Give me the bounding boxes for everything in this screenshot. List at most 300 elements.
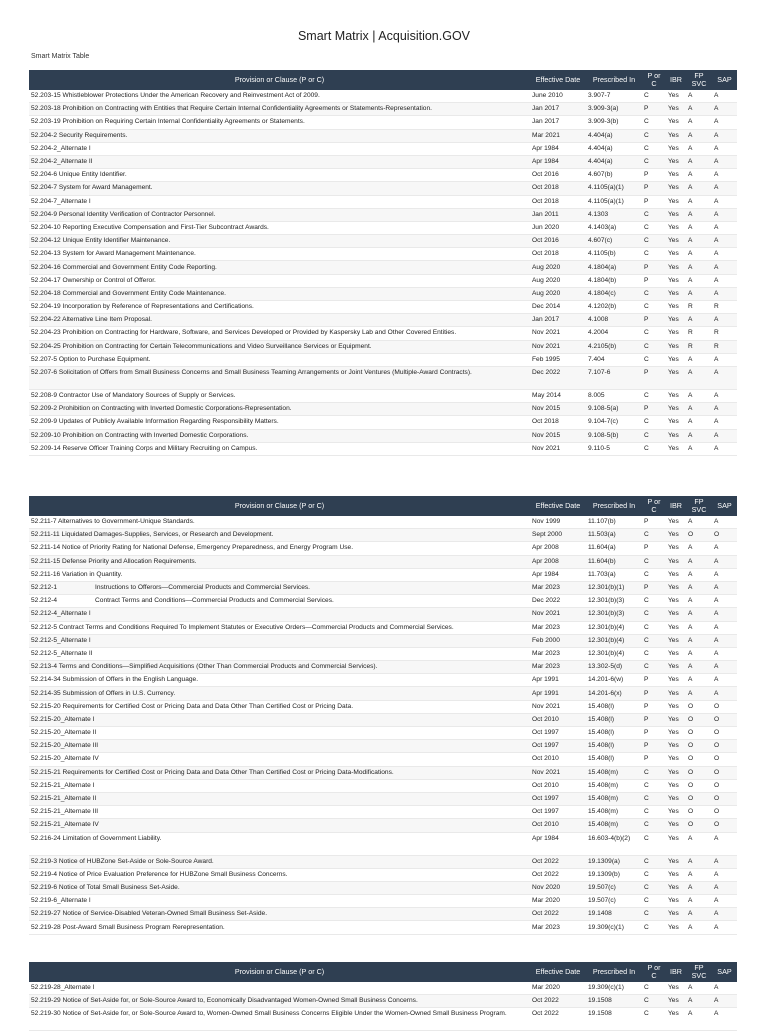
table-row [29, 129, 737, 142]
provision-link[interactable]: 52.204-2_Alternate II [31, 158, 93, 166]
provision-link[interactable]: 52.212-4_Alternate I [31, 610, 91, 618]
cell-prescribed-in: 9.110-5 [586, 442, 642, 455]
provision-link[interactable]: 52.204-18 Commercial and Government Entity Code Maintenance. [31, 289, 226, 297]
cell-effective-date: Nov 2015 [530, 403, 586, 416]
provision-link[interactable]: 52.212-5 Contract Terms and Conditions Required To Implement Statutes or Executive Orders—Commercial Products and Commercial Services. [31, 623, 454, 631]
provision-link[interactable]: 52.211-15 Defense Priority and Allocation Requirements. [31, 557, 197, 565]
provision-link[interactable]: 52.204-25 Prohibition on Contracting for Certain Telecommunications and Video Surveillance Services or Equipment. [31, 342, 372, 350]
cell-sap: A [712, 995, 737, 1008]
cell-ibr: Yes [666, 529, 686, 542]
table-row [29, 700, 737, 713]
cell-ibr: Yes [666, 568, 686, 581]
table-row [29, 727, 737, 740]
table-row [29, 442, 737, 455]
cell-sap: A [712, 608, 737, 621]
cell-provision[interactable] [29, 1008, 530, 1031]
cell-effective-date: Apr 2008 [530, 555, 586, 568]
header-effective-date[interactable]: Effective Date [530, 496, 586, 516]
provision-link[interactable]: 52.209-9 Updates of Publicly Available Information Regarding Responsibility Matters. [31, 418, 279, 426]
provision-link[interactable]: 52.215-21 Requirements for Certified Cost or Pricing Data and Data Other Than Certified Cost or Pricing Data-Modifications. [31, 768, 394, 776]
cell-provision[interactable] [29, 221, 530, 234]
cell-provision[interactable] [29, 155, 530, 168]
table-row [29, 403, 737, 416]
provision-link[interactable]: 52.215-20 Requirements for Certified Cost or Pricing Data and Data Other Than Certified Cost or Pricing Data. [31, 702, 354, 710]
provision-link[interactable]: 52.204-10 Reporting Executive Compensation and First-Tier Subcontract Awards. [31, 223, 269, 231]
table-row [29, 182, 737, 195]
cell-prescribed-in: 19.507(c) [586, 881, 642, 894]
cell-fp-svc: A [686, 155, 712, 168]
table-row [29, 895, 737, 908]
provision-link[interactable]: 52.204-19 Incorporation by Reference of Representations and Certifications. [31, 303, 254, 311]
cell-provision[interactable] [29, 403, 530, 416]
cell-p-or-c: C [642, 895, 666, 908]
cell-sap: R [712, 327, 737, 340]
cell-prescribed-in: 15.408(m) [586, 819, 642, 832]
provision-link[interactable]: 52.211-16 Variation in Quantity. [31, 570, 123, 578]
cell-sap: O [712, 753, 737, 766]
header-provision[interactable]: Provision or Clause (P or C) [29, 70, 530, 90]
cell-ibr: Yes [666, 555, 686, 568]
cell-ibr: Yes [666, 661, 686, 674]
cell-ibr: Yes [666, 129, 686, 142]
cell-provision[interactable] [29, 529, 530, 542]
cell-fp-svc: O [686, 727, 712, 740]
provision-link[interactable]: 52.204-2_Alternate I [31, 144, 91, 152]
cell-fp-svc: A [686, 208, 712, 221]
cell-sap: A [712, 366, 737, 389]
cell-effective-date: Oct 1997 [530, 792, 586, 805]
cell-ibr: Yes [666, 608, 686, 621]
cell-sap: A [712, 634, 737, 647]
provision-link[interactable]: 52.219-27 Notice of Service-Disabled Veteran-Owned Small Business Set-Aside. [31, 910, 268, 918]
provision-link[interactable]: 52.209-14 Reserve Officer Training Corps and Military Recruiting on Campus. [31, 444, 258, 452]
provision-link[interactable]: 52.209-10 Prohibition on Contracting with Inverted Domestic Corporations. [31, 431, 249, 439]
cell-provision[interactable] [29, 766, 530, 779]
cell-effective-date: Nov 2020 [530, 881, 586, 894]
header-ibr[interactable]: IBR [666, 70, 686, 90]
header-fp-svc[interactable]: FP SVC [686, 70, 712, 90]
table-row [29, 389, 737, 402]
cell-prescribed-in: 15.408(m) [586, 806, 642, 819]
cell-provision[interactable] [29, 868, 530, 881]
cell-prescribed-in: 15.408(l) [586, 740, 642, 753]
table-header-row [29, 496, 737, 516]
provision-link[interactable]: 52.219-28 Post-Award Small Business Program Rerepresentation. [31, 923, 225, 931]
cell-provision[interactable] [29, 442, 530, 455]
cell-provision[interactable] [29, 195, 530, 208]
cell-sap: R [712, 340, 737, 353]
cell-prescribed-in: 19.1309(a) [586, 855, 642, 868]
cell-p-or-c: C [642, 921, 666, 934]
provision-link[interactable]: 52.219-30 Notice of Set-Aside for, or Sole-Source Award to, Women-Owned Small Business Concerns Eligible Under the Women-Owned Small Business Program. [31, 1010, 507, 1018]
cell-provision[interactable] [29, 274, 530, 287]
table-row [29, 366, 737, 389]
table-row [29, 647, 737, 660]
provision-link[interactable]: 52.213-4 Terms and Conditions—Simplified Acquisitions (Other Than Commercial Products and Commercial Services). [31, 663, 378, 671]
cell-fp-svc: O [686, 713, 712, 726]
header-ibr[interactable]: IBR [666, 496, 686, 516]
cell-provision[interactable] [29, 982, 530, 995]
cell-sap: A [712, 403, 737, 416]
table-row [29, 542, 737, 555]
provision-link[interactable]: 52.215-21_Alternate III [31, 808, 99, 816]
cell-provision[interactable] [29, 779, 530, 792]
provision-link[interactable]: 52.219-4 Notice of Price Evaluation Preference for HUBZone Small Business Concerns. [31, 870, 288, 878]
cell-effective-date: Mar 2023 [530, 581, 586, 594]
cell-sap: A [712, 595, 737, 608]
cell-effective-date: Oct 2022 [530, 855, 586, 868]
header-prescribed-in[interactable]: Prescribed In [586, 70, 642, 90]
cell-provision[interactable] [29, 855, 530, 868]
cell-p-or-c: P [642, 169, 666, 182]
cell-sap: A [712, 416, 737, 429]
table-row [29, 806, 737, 819]
provision-link[interactable]: 52.209-2 Prohibition on Contracting with Inverted Domestic Corporations-Representation. [31, 405, 292, 413]
cell-provision[interactable] [29, 90, 530, 103]
cell-fp-svc: A [686, 314, 712, 327]
header-prescribed-in[interactable]: Prescribed In [586, 496, 642, 516]
cell-effective-date: Oct 2018 [530, 416, 586, 429]
header-sap[interactable]: SAP [712, 962, 737, 982]
cell-prescribed-in: 4.404(a) [586, 129, 642, 142]
table-row [29, 982, 737, 995]
cell-provision[interactable] [29, 340, 530, 353]
table-row [29, 208, 737, 221]
cell-sap: A [712, 516, 737, 529]
header-p-or-c[interactable]: P or C [642, 70, 666, 90]
provision-link[interactable]: 52.204-17 Ownership or Control of Offeror. [31, 276, 156, 284]
cell-p-or-c: C [642, 389, 666, 402]
provision-link[interactable]: 52.212-4 [31, 597, 58, 605]
cell-effective-date: Jan 2017 [530, 103, 586, 116]
cell-ibr: Yes [666, 353, 686, 366]
cell-ibr: Yes [666, 634, 686, 647]
cell-fp-svc: A [686, 366, 712, 389]
provision-link[interactable]: 52.204-6 Unique Entity Identifier. [31, 171, 127, 179]
provision-link[interactable]: 52.211-11 Liquidated Damages-Supplies, Services, or Research and Development. [31, 531, 274, 539]
smart-matrix-table-3 [29, 962, 737, 1031]
cell-provision[interactable] [29, 103, 530, 116]
cell-provision[interactable] [29, 819, 530, 832]
cell-fp-svc: A [686, 555, 712, 568]
cell-fp-svc: O [686, 740, 712, 753]
header-effective-date[interactable]: Effective Date [530, 962, 586, 982]
cell-ibr: Yes [666, 621, 686, 634]
cell-provision[interactable] [29, 608, 530, 621]
cell-provision[interactable] [29, 908, 530, 921]
provision-link[interactable]: 52.219-3 Notice of HUBZone Set-Aside or Sole-Source Award. [31, 857, 214, 865]
cell-prescribed-in: 15.408(m) [586, 792, 642, 805]
cell-provision[interactable] [29, 661, 530, 674]
table-row [29, 855, 737, 868]
cell-p-or-c: C [642, 634, 666, 647]
cell-prescribed-in: 11.107(b) [586, 516, 642, 529]
table-row [29, 235, 737, 248]
cell-effective-date: Nov 1999 [530, 516, 586, 529]
cell-p-or-c: C [642, 353, 666, 366]
cell-provision[interactable] [29, 792, 530, 805]
provision-link[interactable]: 52.208-9 Contractor Use of Mandatory Sources of Supply or Services. [31, 392, 236, 400]
provision-link[interactable]: 52.207-6 Solicitation of Offers from Small Business Concerns and Small Business Teaming Arrangements or Joint Ventures (Multiple-Award Contracts). [31, 368, 472, 376]
table-row [29, 248, 737, 261]
table-row [29, 314, 737, 327]
cell-provision[interactable] [29, 301, 530, 314]
cell-provision[interactable] [29, 261, 530, 274]
cell-provision[interactable] [29, 182, 530, 195]
provision-link[interactable]: 52.215-20_Alternate I [31, 715, 95, 723]
table-row [29, 740, 737, 753]
cell-provision[interactable] [29, 116, 530, 129]
cell-provision[interactable] [29, 995, 530, 1008]
cell-sap: O [712, 529, 737, 542]
cell-fp-svc: A [686, 221, 712, 234]
provision-link[interactable]: 52.212-5_Alternate I [31, 636, 91, 644]
cell-prescribed-in: 4.1105(a)(1) [586, 195, 642, 208]
cell-fp-svc: A [686, 389, 712, 402]
table-row [29, 287, 737, 300]
cell-prescribed-in: 12.301(b)(3) [586, 595, 642, 608]
provision-link[interactable]: 52.214-35 Submission of Offers in U.S. Currency. [31, 689, 176, 697]
cell-provision[interactable] [29, 248, 530, 261]
provision-link[interactable]: 52.204-2 Security Requirements. [31, 131, 128, 139]
provision-link[interactable]: 52.211-14 Notice of Priority Rating for National Defense, Emergency Preparedness, and Energy Program Use. [31, 544, 354, 552]
provision-link[interactable]: 52.214-34 Submission of Offers in the English Language. [31, 676, 199, 684]
cell-p-or-c: C [642, 792, 666, 805]
cell-provision[interactable] [29, 621, 530, 634]
cell-p-or-c: P [642, 687, 666, 700]
cell-provision[interactable] [29, 353, 530, 366]
cell-ibr: Yes [666, 403, 686, 416]
cell-sap: A [712, 195, 737, 208]
provision-link[interactable]: 52.204-12 Unique Entity Identifier Maintenance. [31, 237, 171, 245]
cell-provision[interactable] [29, 169, 530, 182]
cell-prescribed-in: 4.1804(b) [586, 274, 642, 287]
cell-prescribed-in: 3.907-7 [586, 90, 642, 103]
header-p-or-c[interactable]: P or C [642, 962, 666, 982]
provision-link[interactable]: 52.204-22 Alternative Line Item Proposal. [31, 316, 152, 324]
cell-provision[interactable] [29, 235, 530, 248]
cell-ibr: Yes [666, 832, 686, 855]
cell-sap: A [712, 261, 737, 274]
cell-ibr: Yes [666, 713, 686, 726]
provision-link[interactable]: 52.215-21_Alternate II [31, 795, 97, 803]
provision-link[interactable]: 52.212-1 [31, 584, 58, 592]
cell-p-or-c: C [642, 621, 666, 634]
cell-sap: A [712, 908, 737, 921]
provision-link[interactable]: 52.219-29 Notice of Set-Aside for, or Sole-Source Award to, Economically Disadvantaged Women-Owned Small Business Concerns. [31, 997, 418, 1005]
cell-sap: A [712, 921, 737, 934]
cell-effective-date: Feb 2000 [530, 634, 586, 647]
provision-link[interactable]: 52.219-28_Alternate I [31, 984, 95, 992]
cell-provision[interactable] [29, 674, 530, 687]
cell-provision[interactable] [29, 753, 530, 766]
header-fp-svc[interactable]: FP SVC [686, 962, 712, 982]
cell-provision[interactable] [29, 895, 530, 908]
cell-ibr: Yes [666, 340, 686, 353]
cell-p-or-c: C [642, 1008, 666, 1031]
cell-fp-svc: A [686, 832, 712, 855]
cell-sap: A [712, 1008, 737, 1031]
cell-prescribed-in: 13.302-5(d) [586, 661, 642, 674]
header-provision[interactable]: Provision or Clause (P or C) [29, 496, 530, 516]
cell-fp-svc: A [686, 868, 712, 881]
cell-provision[interactable] [29, 595, 530, 608]
cell-provision[interactable] [29, 634, 530, 647]
header-sap[interactable]: SAP [712, 496, 737, 516]
provision-link[interactable]: 52.204-16 Commercial and Government Entity Code Reporting. [31, 263, 217, 271]
header-fp-svc[interactable]: FP SVC [686, 496, 712, 516]
table-row [29, 568, 737, 581]
cell-p-or-c: C [642, 301, 666, 314]
cell-effective-date: Mar 2020 [530, 982, 586, 995]
provision-link[interactable]: 52.204-23 Prohibition on Contracting for Hardware, Software, and Services Developed or Provided by Kaspersky Lab and Other Covered Entities. [31, 329, 457, 337]
provision-link[interactable]: 52.215-21_Alternate IV [31, 821, 99, 829]
cell-p-or-c: P [642, 740, 666, 753]
cell-provision[interactable] [29, 555, 530, 568]
cell-provision[interactable] [29, 542, 530, 555]
cell-fp-svc: A [686, 995, 712, 1008]
cell-ibr: Yes [666, 855, 686, 868]
cell-effective-date: Mar 2023 [530, 921, 586, 934]
cell-ibr: Yes [666, 595, 686, 608]
header-sap[interactable]: SAP [712, 70, 737, 90]
cell-ibr: Yes [666, 327, 686, 340]
provision-link[interactable]: 52.204-7 System for Award Management. [31, 184, 153, 192]
cell-provision[interactable] [29, 389, 530, 402]
cell-p-or-c: C [642, 129, 666, 142]
cell-p-or-c: C [642, 647, 666, 660]
provision-link[interactable]: 52.204-9 Personal Identity Verification of Contractor Personnel. [31, 210, 216, 218]
cell-fp-svc: A [686, 274, 712, 287]
cell-provision[interactable] [29, 416, 530, 429]
cell-provision[interactable] [29, 832, 530, 855]
cell-ibr: Yes [666, 235, 686, 248]
provision-link[interactable]: 52.215-20_Alternate III [31, 742, 99, 750]
cell-sap: A [712, 429, 737, 442]
header-p-or-c[interactable]: P or C [642, 496, 666, 516]
cell-fp-svc: A [686, 908, 712, 921]
page-subtitle: Smart Matrix Table [31, 53, 90, 60]
cell-provision[interactable] [29, 881, 530, 894]
table-header-row [29, 70, 737, 90]
cell-prescribed-in: 4.1804(a) [586, 261, 642, 274]
cell-provision[interactable] [29, 516, 530, 529]
cell-effective-date: Dec 2014 [530, 301, 586, 314]
cell-provision[interactable] [29, 129, 530, 142]
cell-effective-date: Nov 2015 [530, 429, 586, 442]
cell-fp-svc: A [686, 881, 712, 894]
cell-provision[interactable] [29, 687, 530, 700]
cell-sap: A [712, 389, 737, 402]
cell-prescribed-in: 19.1408 [586, 908, 642, 921]
cell-effective-date: Aug 2020 [530, 274, 586, 287]
provision-link[interactable]: 52.203-15 Whistleblower Protections Under the American Recovery and Reinvestment Act of 2009. [31, 92, 320, 100]
table-row [29, 555, 737, 568]
cell-provision[interactable] [29, 713, 530, 726]
cell-provision[interactable] [29, 327, 530, 340]
cell-effective-date: Oct 2018 [530, 182, 586, 195]
cell-p-or-c: C [642, 248, 666, 261]
cell-prescribed-in: 4.1303 [586, 208, 642, 221]
header-effective-date[interactable]: Effective Date [530, 70, 586, 90]
cell-prescribed-in: 12.301(b)(4) [586, 621, 642, 634]
cell-effective-date: Jan 2011 [530, 208, 586, 221]
cell-effective-date: Oct 2010 [530, 753, 586, 766]
cell-provision[interactable] [29, 429, 530, 442]
cell-fp-svc: A [686, 568, 712, 581]
cell-prescribed-in: 4.1105(b) [586, 248, 642, 261]
cell-prescribed-in: 9.104-7(c) [586, 416, 642, 429]
cell-provision[interactable] [29, 581, 530, 594]
cell-fp-svc: R [686, 301, 712, 314]
cell-sap: O [712, 740, 737, 753]
header-provision[interactable]: Provision or Clause (P or C) [29, 962, 530, 982]
cell-provision[interactable] [29, 647, 530, 660]
cell-provision[interactable] [29, 142, 530, 155]
table-row [29, 687, 737, 700]
cell-provision[interactable] [29, 366, 530, 389]
header-ibr[interactable]: IBR [666, 962, 686, 982]
cell-provision[interactable] [29, 287, 530, 300]
cell-provision[interactable] [29, 740, 530, 753]
cell-fp-svc: A [686, 103, 712, 116]
provision-link[interactable]: 52.216-24 Limitation of Government Liability. [31, 834, 162, 842]
cell-sap: O [712, 792, 737, 805]
provision-link[interactable]: 52.219-6 Notice of Total Small Business Set-Aside. [31, 883, 180, 891]
cell-prescribed-in: 4.1804(c) [586, 287, 642, 300]
provision-link[interactable]: 52.203-18 Prohibition on Contracting with Entities that Require Certain Internal Confidentiality Agreements or Statements-Representation. [31, 105, 432, 113]
cell-ibr: Yes [666, 995, 686, 1008]
cell-fp-svc: R [686, 340, 712, 353]
cell-provision[interactable] [29, 314, 530, 327]
cell-p-or-c: C [642, 661, 666, 674]
cell-ibr: Yes [666, 366, 686, 389]
cell-provision[interactable] [29, 806, 530, 819]
cell-provision[interactable] [29, 727, 530, 740]
cell-p-or-c: C [642, 221, 666, 234]
cell-p-or-c: P [642, 542, 666, 555]
provision-link[interactable]: 52.212-5_Alternate II [31, 649, 93, 657]
cell-sap: A [712, 221, 737, 234]
cell-sap: A [712, 103, 737, 116]
cell-p-or-c: C [642, 766, 666, 779]
provision-link[interactable]: 52.203-19 Prohibition on Requiring Certain Internal Confidentiality Agreements or Statements. [31, 118, 305, 126]
table-row [29, 90, 737, 103]
cell-ibr: Yes [666, 429, 686, 442]
cell-fp-svc: A [686, 195, 712, 208]
provision-link[interactable]: 52.215-20_Alternate IV [31, 755, 99, 763]
cell-fp-svc: O [686, 700, 712, 713]
table-row [29, 429, 737, 442]
provision-link[interactable]: 52.211-7 Alternatives to Government-Unique Standards. [31, 518, 195, 526]
table-row [29, 608, 737, 621]
provision-link[interactable]: 52.215-21_Alternate I [31, 781, 95, 789]
header-prescribed-in[interactable]: Prescribed In [586, 962, 642, 982]
cell-provision[interactable] [29, 921, 530, 934]
cell-sap: A [712, 855, 737, 868]
provision-link[interactable]: 52.207-5 Option to Purchase Equipment. [31, 355, 151, 363]
provision-link[interactable]: 52.215-20_Alternate II [31, 729, 97, 737]
provision-link[interactable]: 52.219-6_Alternate I [31, 897, 91, 905]
cell-provision[interactable] [29, 568, 530, 581]
cell-effective-date: Jan 2017 [530, 314, 586, 327]
cell-ibr: Yes [666, 90, 686, 103]
provision-link[interactable]: 52.204-7_Alternate I [31, 197, 91, 205]
provision-link[interactable]: 52.204-13 System for Award Management Maintenance. [31, 250, 196, 258]
cell-provision[interactable] [29, 208, 530, 221]
cell-provision[interactable] [29, 700, 530, 713]
cell-p-or-c: C [642, 340, 666, 353]
